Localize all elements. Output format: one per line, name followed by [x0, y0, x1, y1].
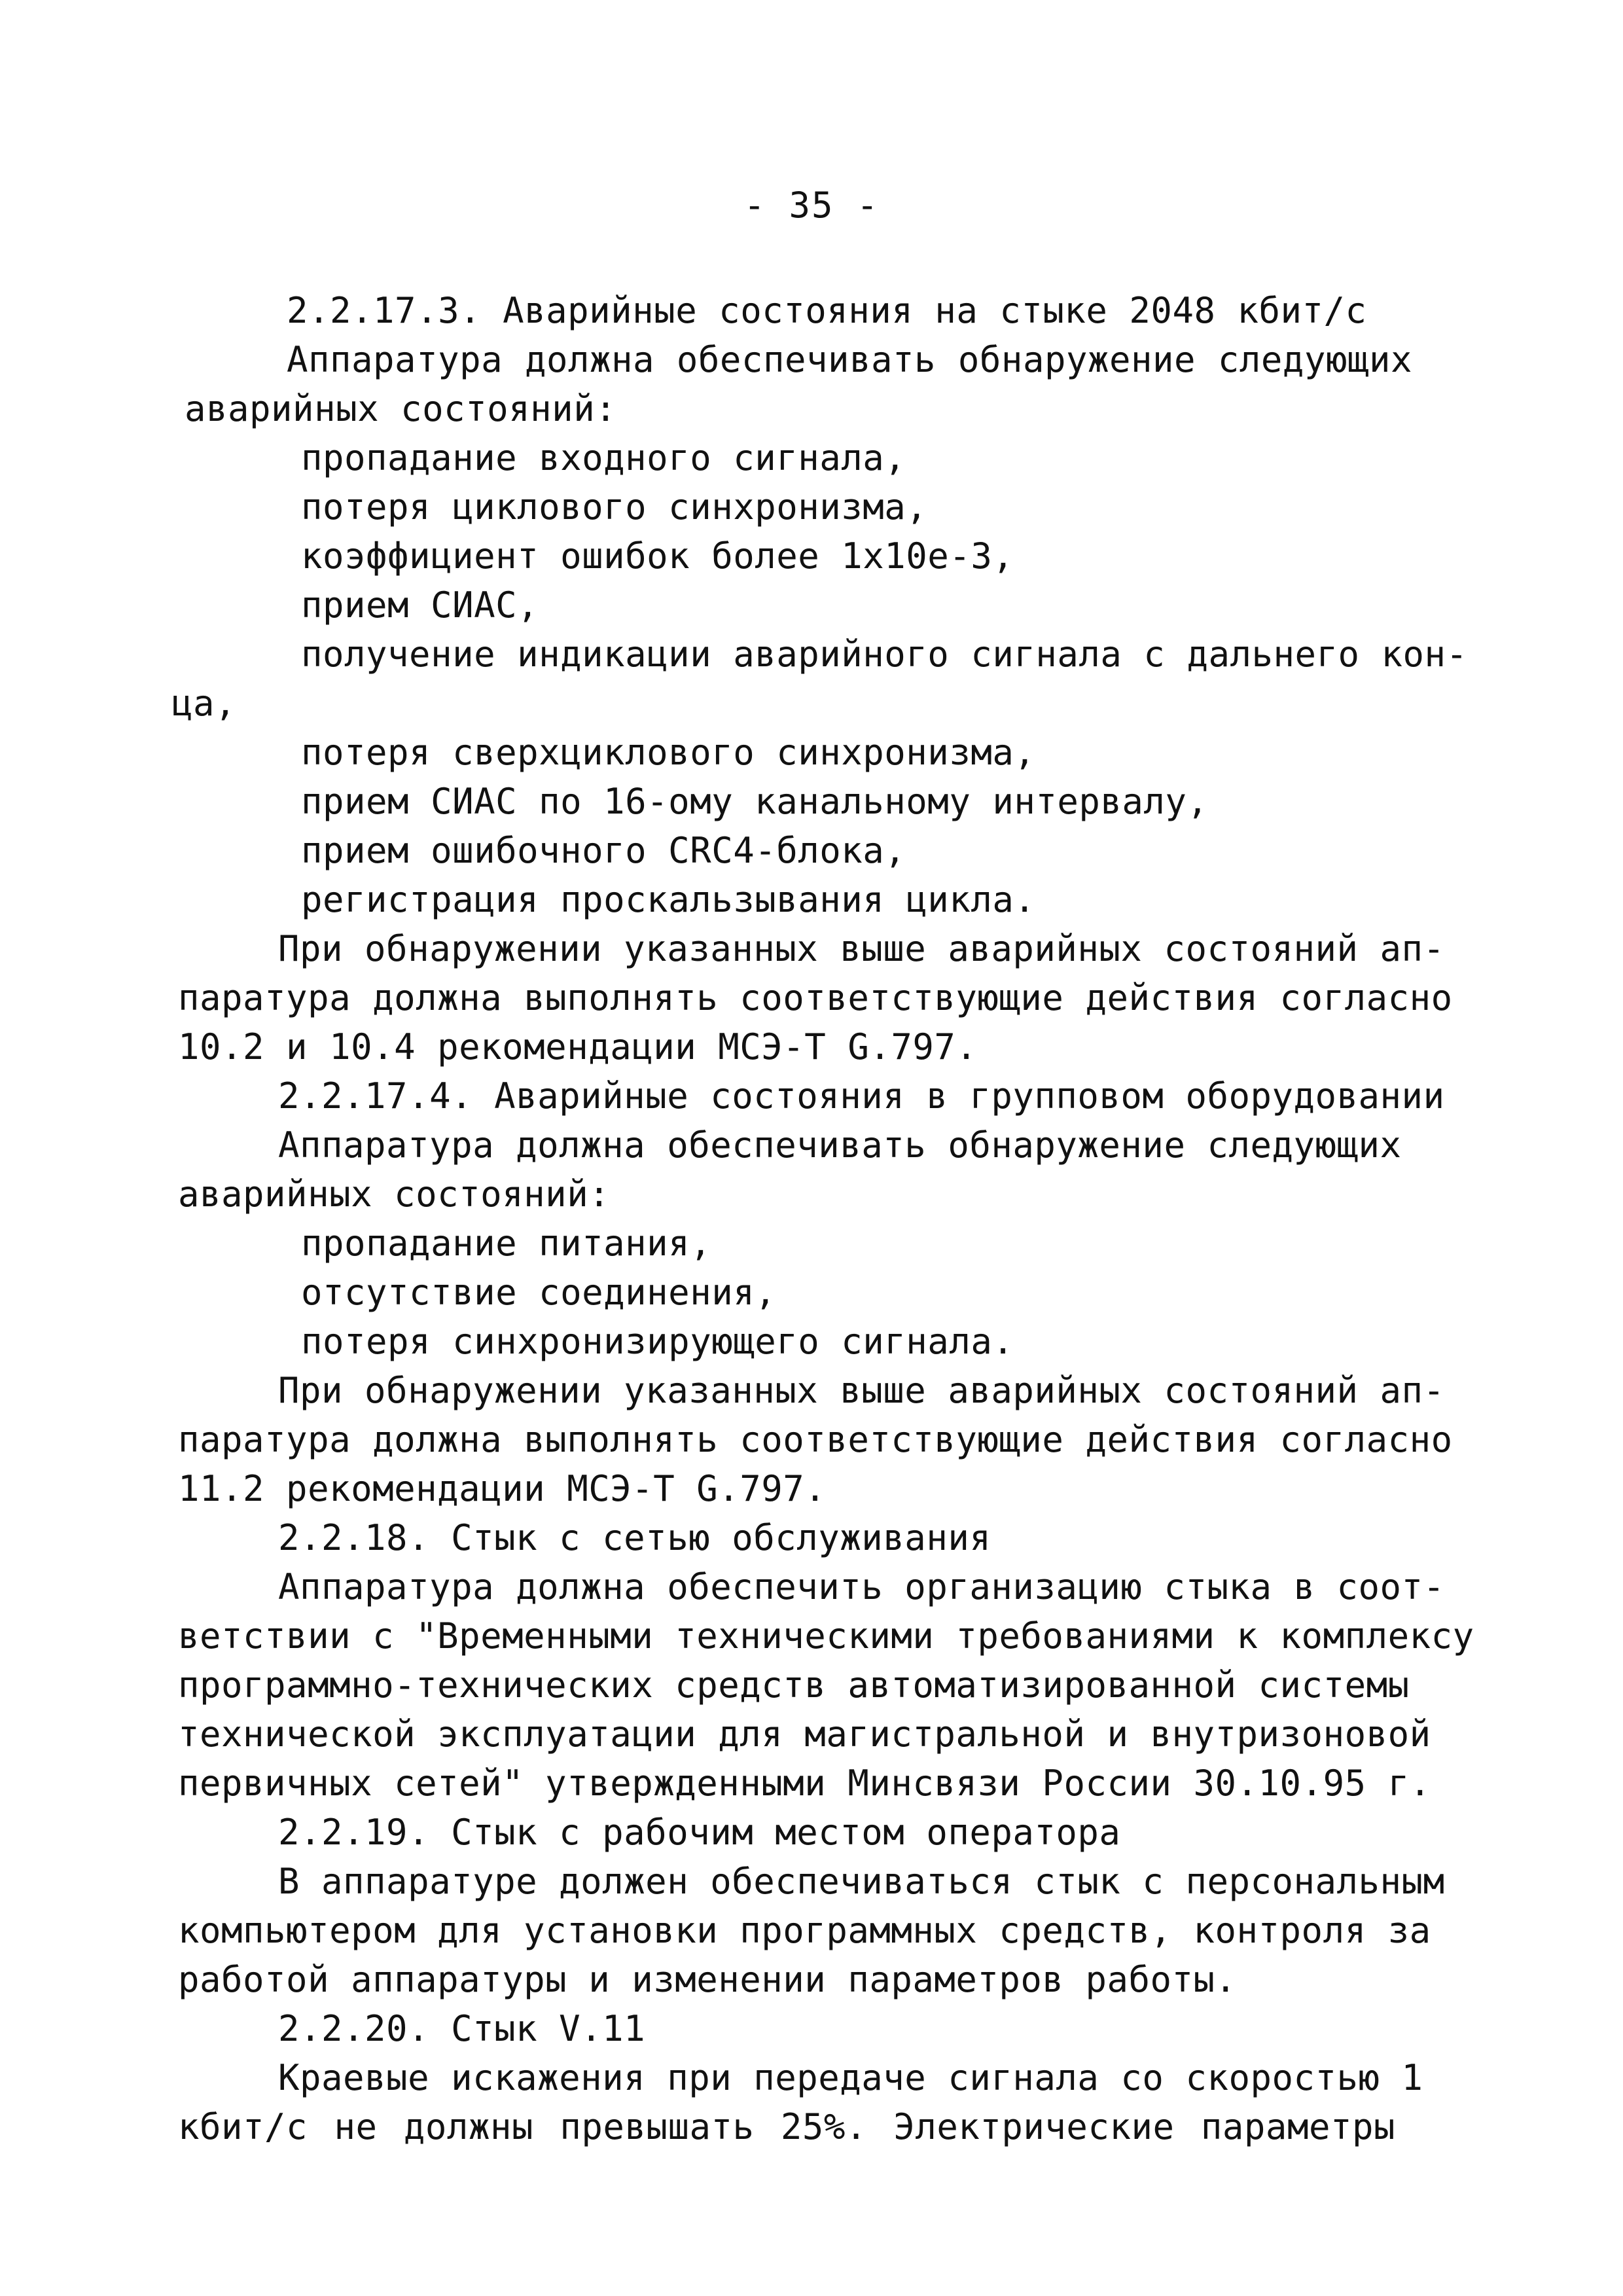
- paragraph-line: паратура должна выполнять соответствующие действия согласно: [178, 977, 1453, 1018]
- list-item: прием СИАС,: [301, 584, 539, 626]
- paragraph-line: 11.2 рекомендации МСЭ-Т G.797.: [178, 1468, 827, 1509]
- list-item: прием ошибочного CRC4-блока,: [301, 830, 906, 871]
- heading-2-2-20: 2.2.20. Стык V.11: [278, 2008, 646, 2049]
- list-item-continuation: ца,: [171, 683, 237, 724]
- paragraph-line: первичных сетей" утвержденными Минсвязи России 30.10.95 г.: [178, 1763, 1431, 1804]
- paragraph-line: работой аппаратуры и изменении параметров работы.: [178, 1959, 1237, 2000]
- paragraph-line: Аппаратура должна обеспечить организацию стыка в соот-: [278, 1566, 1445, 1607]
- paragraph-line: программно-технических средств автоматизированной системы: [178, 1664, 1410, 1706]
- list-item: коэффициент ошибок более 1x10e-3,: [301, 535, 1014, 577]
- paragraph-line: При обнаружении указанных выше аварийных состояний ап-: [278, 928, 1445, 969]
- paragraph-line: технической эксплуатации для магистральной и внутризоновой: [178, 1713, 1431, 1755]
- list-item: пропадание питания,: [301, 1223, 712, 1264]
- list-item: потеря циклового синхронизма,: [301, 486, 928, 528]
- paragraph-line: аварийных состояний:: [185, 388, 617, 429]
- list-item: отсутствие соединения,: [301, 1272, 777, 1313]
- paragraph-line: аварийных состояний:: [178, 1174, 611, 1215]
- heading-2-2-17-4: 2.2.17.4. Аварийные состояния в групповом оборудовании: [278, 1075, 1445, 1117]
- heading-2-2-18: 2.2.18. Стык с сетью обслуживания: [278, 1517, 991, 1558]
- paragraph-line: кбит/с не должны превышать 25%. Электрические параметры: [178, 2106, 1395, 2147]
- paragraph-line: паратура должна выполнять соответствующие действия согласно: [178, 1419, 1453, 1460]
- list-item: прием СИАС по 16-ому канальному интервалу,: [301, 781, 1209, 822]
- paragraph-line: В аппаратуре должен обеспечиваться стык с персональным: [278, 1861, 1445, 1902]
- paragraph-line: Краевые искажения при передаче сигнала со скоростью 1: [278, 2057, 1423, 2098]
- list-item: пропадание входного сигнала,: [301, 437, 906, 478]
- list-item: потеря синхронизирующего сигнала.: [301, 1321, 1014, 1362]
- list-item: получение индикации аварийного сигнала с дальнего кон-: [301, 634, 1468, 675]
- heading-2-2-19: 2.2.19. Стык с рабочим местом оператора: [278, 1812, 1121, 1853]
- list-item: потеря сверхциклового синхронизма,: [301, 732, 1036, 773]
- paragraph-line: При обнаружении указанных выше аварийных состояний ап-: [278, 1370, 1445, 1411]
- paragraph-line: Аппаратура должна обеспечивать обнаружение следующих: [287, 339, 1412, 380]
- paragraph-line: компьютером для установки программных средств, контроля за: [178, 1910, 1431, 1951]
- page-number: - 35 -: [743, 185, 880, 226]
- paragraph-line: Аппаратура должна обеспечивать обнаружение следующих: [278, 1124, 1402, 1166]
- heading-2-2-17-3: 2.2.17.3. Аварийные состояния на стыке 2048 кбит/с: [287, 290, 1367, 331]
- list-item: регистрация проскальзывания цикла.: [301, 879, 1036, 920]
- paragraph-line: ветствии с "Временными техническими требованиями к комплексу: [178, 1615, 1474, 1657]
- paragraph-line: 10.2 и 10.4 рекомендации МСЭ-Т G.797.: [178, 1026, 978, 1067]
